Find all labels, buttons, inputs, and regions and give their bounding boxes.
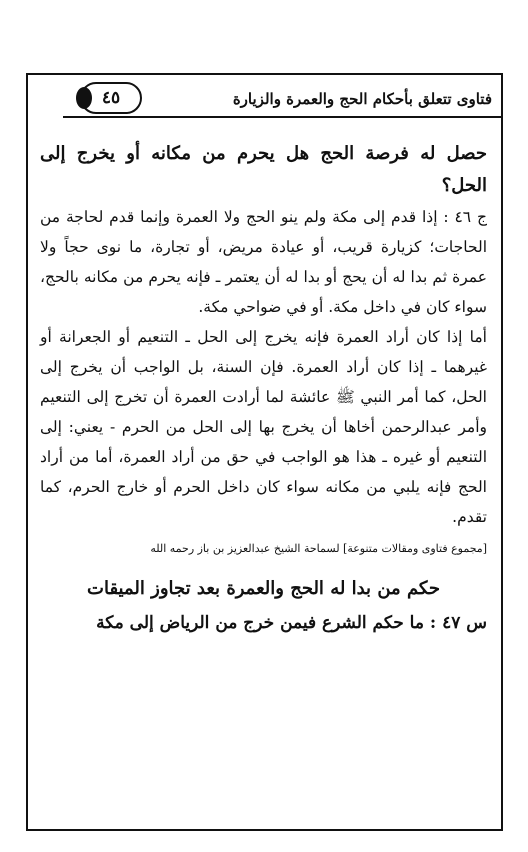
answer-46-paragraph-2: أما إذا كان أراد العمرة فإنه يخرج إلى الحل ـ التنعيم أو الجعرانة أو غيرهما ـ إذا كان أراد العمرة. فإن السنة، بل الواجب أن يخرج إلى الحل، كما أمر النبي ﷺ عائشة لما أرادت العمرة أن تخرج إلى التنعيم وأمر عبدالرحمن أخاها أن يخرج بها إلى الحل من الحرم - يعني: إلى التنعيم أو غيره ـ هذا هو الواجب في حق من أراد العمرة، أما من أراد الحج فإنه يلبي من مكانه سواء كان داخل الحرم أو خارج الحرم، كما تقدم. — [40, 328, 487, 526]
header-title: فتاوى تتعلق بأحكام الحج والعمرة والزيارة — [232, 90, 492, 108]
page-number: ٤٥ — [101, 88, 121, 108]
page-number-badge — [80, 82, 142, 114]
answer-46-text-1: إذا قدم إلى مكة ولم ينو الحج ولا العمرة وإنما قدم لحاجة من الحاجات؛ كزيارة قريب، أو عيادة مريض، أو تجارة، ما نوى حجاً ولا عمرة ثم بدا له أن يحج أو بدا له أن يعتمر ـ فإنه يحرم من مكانه بالحج، سواء كان في داخل مكة. أو في ضواحي مكة. — [40, 208, 487, 316]
page-content — [40, 138, 487, 638]
question-47-text: س ٤٧ : ما حكم الشرع فيمن خرج من الرياض إلى مكة — [96, 613, 487, 633]
header-rule — [63, 116, 502, 118]
answer-46-paragraph-1 — [40, 202, 487, 322]
question-46-title: حصل له فرصة الحج هل يحرم من مكانه أو يخرج إلى الحل؟ — [40, 143, 487, 196]
badge-ornament-icon — [76, 87, 92, 109]
page-header — [27, 80, 502, 122]
source-citation: [مجموع فتاوى ومقالات متنوعة] لسماحة الشيخ عبدالعزيز بن باز رحمه الله — [150, 542, 487, 555]
answer-46-label: ج ٤٦ : — [443, 208, 488, 226]
section-title: حكم من بدا له الحج والعمرة بعد تجاوز الميقات — [87, 578, 440, 599]
